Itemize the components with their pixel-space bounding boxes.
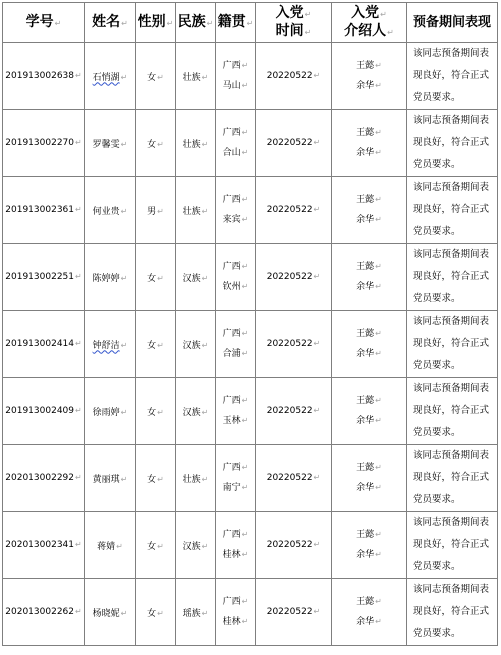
paragraph-mark: ↵ (120, 340, 128, 350)
student-id-cell (3, 311, 85, 378)
paragraph-mark: ↵ (375, 483, 382, 492)
header-name (85, 3, 136, 43)
student-name: 罗馨雯 (92, 139, 120, 150)
gender-cell (136, 579, 176, 646)
paragraph-mark: ↵ (313, 71, 321, 80)
introducer-cell (332, 43, 407, 110)
paragraph-mark: ↵ (157, 273, 164, 283)
paragraph-mark: ↵ (75, 406, 82, 415)
student-id: 201913002414 (5, 339, 74, 349)
student-id-cell (3, 110, 85, 177)
introducer-line1: 王懿 (356, 530, 375, 540)
paragraph-mark: ↵ (75, 540, 82, 549)
paragraph-mark: ↵ (75, 607, 82, 616)
student-name: 杨晓妮 (92, 608, 120, 619)
paragraph-mark: ↵ (313, 272, 321, 281)
paragraph-mark: ↵ (201, 340, 209, 350)
name-cell (85, 378, 136, 445)
header-gender-label: 性别 (137, 13, 166, 30)
join-time-cell (256, 43, 332, 110)
header-introducer (332, 3, 407, 43)
performance-line2: 现良好，符合正式 (413, 271, 490, 282)
header-id-label: 学号 (25, 13, 54, 30)
name-cell (85, 244, 136, 311)
introducer-line1: 王懿 (356, 463, 375, 473)
ethnicity: 壮族 (182, 72, 201, 83)
paragraph-mark: ↵ (241, 329, 249, 338)
origin-cell (216, 177, 256, 244)
table-row (3, 177, 498, 244)
introducer-line1: 王懿 (356, 262, 375, 272)
performance-cell (407, 177, 498, 244)
join-time-cell (256, 512, 332, 579)
performance-cell (407, 43, 498, 110)
join-time-cell (256, 579, 332, 646)
student-id: 201913002638 (5, 71, 74, 81)
gender-cell (136, 110, 176, 177)
performance-line3: 党员要求。 (413, 427, 461, 438)
introducer-cell (332, 244, 407, 311)
paragraph-mark: ↵ (241, 416, 249, 425)
paragraph-mark: ↵ (241, 148, 249, 157)
paragraph-mark: ↵ (157, 72, 164, 82)
performance-line1: 该同志预备期间表 (413, 584, 490, 595)
paragraph-mark: ↵ (375, 530, 382, 539)
header-origin-label: 籍贯 (217, 13, 246, 30)
performance-line1: 该同志预备期间表 (413, 48, 490, 59)
gender-cell (136, 378, 176, 445)
introducer-line1: 王懿 (356, 329, 375, 339)
paragraph-mark: ↵ (375, 396, 382, 405)
student-id-cell (3, 177, 85, 244)
performance-line3: 党员要求。 (413, 494, 461, 505)
student-id-cell (3, 43, 85, 110)
introducer-line2: 余华 (356, 617, 375, 627)
student-id-cell (3, 445, 85, 512)
table-row (3, 378, 498, 445)
performance-line2: 现良好，符合正式 (413, 70, 490, 81)
introducer-line2: 余华 (356, 81, 375, 91)
gender-cell (136, 244, 176, 311)
join-time: 20220522 (266, 473, 313, 483)
ethnicity: 壮族 (182, 206, 201, 217)
paragraph-mark: ↵ (313, 339, 321, 348)
paragraph-mark: ↵ (241, 463, 249, 472)
student-name: 黄丽琪 (92, 474, 120, 485)
paragraph-mark: ↵ (120, 474, 128, 484)
join-time-cell (256, 311, 332, 378)
performance-line1: 该同志预备期间表 (413, 517, 490, 528)
performance-cell (407, 244, 498, 311)
performance-line3: 党员要求。 (413, 159, 461, 170)
name-cell (85, 579, 136, 646)
join-time-cell (256, 378, 332, 445)
name-cell (85, 177, 136, 244)
paragraph-mark: ↵ (241, 530, 249, 539)
introducer-line2: 余华 (356, 215, 375, 225)
table-row (3, 311, 498, 378)
paragraph-mark: ↵ (375, 329, 382, 338)
performance-line2: 现良好，符合正式 (413, 405, 490, 416)
paragraph-mark: ↵ (241, 550, 249, 559)
ethnicity-cell (176, 311, 216, 378)
paragraph-mark: ↵ (241, 215, 249, 224)
performance-line2: 现良好，符合正式 (413, 338, 490, 349)
origin-line2: 玉林 (222, 416, 241, 426)
introducer-line2: 余华 (356, 282, 375, 292)
origin-cell (216, 579, 256, 646)
introducer-line1: 王懿 (356, 61, 375, 71)
introducer-cell (332, 512, 407, 579)
performance-line2: 现良好，符合正式 (413, 137, 490, 148)
paragraph-mark: ↵ (375, 81, 382, 90)
paragraph-mark: ↵ (313, 406, 321, 415)
paragraph-mark: ↵ (313, 473, 321, 482)
student-name: 何业贵 (92, 206, 120, 217)
party-members-table (2, 2, 498, 646)
gender-cell (136, 445, 176, 512)
introducer-line1: 王懿 (356, 128, 375, 138)
paragraph-mark: ↵ (116, 541, 123, 551)
student-name: 蒋婧 (97, 541, 116, 552)
performance-cell (407, 378, 498, 445)
paragraph-mark: ↵ (120, 139, 128, 149)
ethnicity: 汉族 (182, 340, 201, 351)
student-id-cell (3, 244, 85, 311)
paragraph-mark: ↵ (241, 483, 249, 492)
gender: 女 (147, 72, 157, 83)
introducer-line1: 王懿 (356, 597, 375, 607)
performance-line2: 现良好，符合正式 (413, 472, 490, 483)
paragraph-mark: ↵ (241, 128, 249, 137)
origin-line1: 广西 (222, 329, 241, 339)
performance-line2: 现良好，符合正式 (413, 539, 490, 550)
paragraph-mark: ↵ (304, 9, 312, 19)
paragraph-mark: ↵ (54, 18, 62, 28)
gender: 女 (147, 340, 157, 351)
ethnicity-cell (176, 177, 216, 244)
join-time: 20220522 (266, 272, 313, 282)
paragraph-mark: ↵ (241, 81, 249, 90)
paragraph-mark: ↵ (375, 463, 382, 472)
paragraph-mark: ↵ (375, 262, 382, 271)
student-name: 陈婷婷 (92, 273, 120, 284)
origin-line2: 钦州 (222, 282, 241, 292)
paragraph-mark: ↵ (120, 608, 128, 618)
paragraph-mark: ↵ (375, 148, 382, 157)
header-join-time (256, 3, 332, 43)
paragraph-mark: ↵ (375, 128, 382, 137)
paragraph-mark: ↵ (201, 206, 209, 216)
join-time: 20220522 (266, 138, 313, 148)
paragraph-mark: ↵ (375, 195, 382, 204)
performance-line1: 该同志预备期间表 (413, 182, 490, 193)
paragraph-mark: ↵ (201, 407, 209, 417)
paragraph-mark: ↵ (157, 139, 164, 149)
introducer-line2: 余华 (356, 416, 375, 426)
gender: 女 (147, 541, 157, 552)
performance-line3: 党员要求。 (413, 293, 461, 304)
header-introducer-line1: 入党 (351, 4, 380, 21)
gender-cell (136, 177, 176, 244)
paragraph-mark: ↵ (375, 61, 382, 70)
paragraph-mark: ↵ (375, 215, 382, 224)
join-time: 20220522 (266, 339, 313, 349)
origin-cell (216, 43, 256, 110)
paragraph-mark: ↵ (313, 138, 321, 147)
origin-line2: 合浦 (222, 349, 241, 359)
student-id: 201913002409 (5, 406, 74, 416)
paragraph-mark: ↵ (304, 27, 312, 37)
name-cell (85, 445, 136, 512)
origin-line1: 广西 (222, 61, 241, 71)
introducer-cell (332, 110, 407, 177)
introducer-line1: 王懿 (356, 195, 375, 205)
ethnicity-cell (176, 445, 216, 512)
paragraph-mark: ↵ (201, 541, 209, 551)
join-time: 20220522 (266, 607, 313, 617)
performance-cell (407, 311, 498, 378)
paragraph-mark: ↵ (206, 18, 214, 28)
table-row (3, 579, 498, 646)
join-time-cell (256, 110, 332, 177)
student-id: 202013002292 (5, 473, 74, 483)
performance-line3: 党员要求。 (413, 561, 461, 572)
paragraph-mark: ↵ (201, 72, 209, 82)
paragraph-mark: ↵ (375, 416, 382, 425)
origin-line2: 马山 (222, 81, 241, 91)
origin-line2: 桂林 (222, 617, 241, 627)
name-cell (85, 311, 136, 378)
table-row (3, 244, 498, 311)
paragraph-mark: ↵ (375, 282, 382, 291)
gender-cell (136, 311, 176, 378)
paragraph-mark: ↵ (241, 195, 249, 204)
name-cell (85, 110, 136, 177)
paragraph-mark: ↵ (241, 396, 249, 405)
header-id (3, 3, 85, 43)
paragraph-mark: ↵ (120, 273, 128, 283)
paragraph-mark: ↵ (201, 608, 209, 618)
ethnicity-cell (176, 244, 216, 311)
ethnicity-cell (176, 579, 216, 646)
origin-cell (216, 445, 256, 512)
introducer-line2: 余华 (356, 148, 375, 158)
origin-line2: 桂林 (222, 550, 241, 560)
header-join-time-line2: 时间 (275, 22, 304, 39)
performance-line1: 该同志预备期间表 (413, 115, 490, 126)
header-ethnicity (176, 3, 216, 43)
ethnicity: 汉族 (182, 273, 201, 284)
gender: 女 (147, 139, 157, 150)
performance-line1: 该同志预备期间表 (413, 383, 490, 394)
origin-cell (216, 512, 256, 579)
origin-line1: 广西 (222, 195, 241, 205)
header-row (3, 3, 498, 43)
paragraph-mark: ↵ (157, 206, 164, 216)
ethnicity-cell (176, 43, 216, 110)
table-row (3, 110, 498, 177)
student-id: 201913002270 (5, 138, 74, 148)
paragraph-mark: ↵ (241, 262, 249, 271)
origin-line1: 广西 (222, 262, 241, 272)
paragraph-mark: ↵ (75, 473, 82, 482)
origin-line1: 广西 (222, 128, 241, 138)
header-gender (136, 3, 176, 43)
header-ethnicity-label: 民族 (177, 13, 206, 30)
name-cell (85, 512, 136, 579)
table-row (3, 445, 498, 512)
gender: 女 (147, 474, 157, 485)
gender-cell (136, 43, 176, 110)
performance-line3: 党员要求。 (413, 226, 461, 237)
performance-line3: 党员要求。 (413, 360, 461, 371)
performance-line3: 党员要求。 (413, 92, 461, 103)
table-row (3, 512, 498, 579)
ethnicity: 汉族 (182, 407, 201, 418)
paragraph-mark: ↵ (387, 27, 394, 37)
performance-line1: 该同志预备期间表 (413, 316, 490, 327)
paragraph-mark: ↵ (166, 18, 174, 28)
paragraph-mark: ↵ (157, 407, 164, 417)
paragraph-mark: ↵ (201, 139, 209, 149)
student-id-cell (3, 579, 85, 646)
join-time: 20220522 (266, 540, 313, 550)
paragraph-mark: ↵ (121, 18, 128, 28)
origin-cell (216, 244, 256, 311)
join-time-cell (256, 177, 332, 244)
origin-line2: 来宾 (222, 215, 241, 225)
origin-cell (216, 378, 256, 445)
paragraph-mark: ↵ (120, 72, 128, 82)
header-name-label: 姓名 (92, 13, 121, 30)
student-name: 钟舒洁 (92, 340, 120, 351)
paragraph-mark: ↵ (380, 9, 387, 19)
introducer-line2: 余华 (356, 483, 375, 493)
introducer-cell (332, 378, 407, 445)
performance-line2: 现良好，符合正式 (413, 204, 490, 215)
performance-cell (407, 110, 498, 177)
paragraph-mark: ↵ (241, 597, 249, 606)
join-time: 20220522 (266, 406, 313, 416)
paragraph-mark: ↵ (201, 273, 209, 283)
ethnicity-cell (176, 512, 216, 579)
introducer-cell (332, 177, 407, 244)
paragraph-mark: ↵ (75, 205, 82, 214)
paragraph-mark: ↵ (120, 206, 128, 216)
paragraph-mark: ↵ (157, 608, 164, 618)
header-performance-label: 预备期间表现 (412, 15, 491, 30)
performance-line1: 该同志预备期间表 (413, 249, 490, 260)
header-origin (216, 3, 256, 43)
join-time: 20220522 (266, 205, 313, 215)
student-id: 202013002262 (5, 607, 74, 617)
origin-cell (216, 311, 256, 378)
gender: 女 (147, 273, 157, 284)
student-id: 202013002341 (5, 540, 74, 550)
gender-cell (136, 512, 176, 579)
paragraph-mark: ↵ (75, 272, 82, 281)
introducer-cell (332, 311, 407, 378)
origin-line1: 广西 (222, 396, 241, 406)
paragraph-mark: ↵ (157, 340, 164, 350)
origin-line2: 合山 (222, 148, 241, 158)
ethnicity: 壮族 (182, 139, 201, 150)
paragraph-mark: ↵ (375, 550, 382, 559)
paragraph-mark: ↵ (375, 617, 382, 626)
paragraph-mark: ↵ (313, 607, 321, 616)
paragraph-mark: ↵ (75, 339, 82, 348)
student-name: 徐雨婷 (92, 407, 120, 418)
paragraph-mark: ↵ (375, 349, 382, 358)
student-name: 石悄湖 (92, 72, 120, 83)
paragraph-mark: ↵ (375, 597, 382, 606)
student-id-cell (3, 512, 85, 579)
introducer-line1: 王懿 (356, 396, 375, 406)
student-id: 201913002251 (5, 272, 74, 282)
paragraph-mark: ↵ (75, 138, 82, 147)
origin-line1: 广西 (222, 530, 241, 540)
paragraph-mark: ↵ (313, 540, 321, 549)
ethnicity: 瑶族 (182, 608, 201, 619)
join-time-cell (256, 445, 332, 512)
name-cell (85, 43, 136, 110)
introducer-line2: 余华 (356, 550, 375, 560)
header-performance (407, 3, 498, 43)
paragraph-mark: ↵ (241, 282, 249, 291)
ethnicity: 汉族 (182, 541, 201, 552)
performance-line3: 党员要求。 (413, 628, 461, 639)
origin-line2: 南宁 (222, 483, 241, 493)
table-row (3, 43, 498, 110)
ethnicity-cell (176, 110, 216, 177)
paragraph-mark: ↵ (241, 617, 249, 626)
paragraph-mark: ↵ (241, 349, 249, 358)
ethnicity-cell (176, 378, 216, 445)
introducer-cell (332, 579, 407, 646)
header-introducer-line2: 介绍人 (344, 22, 387, 39)
ethnicity: 壮族 (182, 474, 201, 485)
paragraph-mark: ↵ (246, 18, 254, 28)
paragraph-mark: ↵ (120, 407, 128, 417)
student-id-cell (3, 378, 85, 445)
join-time: 20220522 (266, 71, 313, 81)
paragraph-mark: ↵ (157, 541, 164, 551)
paragraph-mark: ↵ (241, 61, 249, 70)
origin-cell (216, 110, 256, 177)
performance-cell (407, 512, 498, 579)
gender: 女 (147, 407, 157, 418)
paragraph-mark: ↵ (201, 474, 209, 484)
performance-cell (407, 445, 498, 512)
introducer-line2: 余华 (356, 349, 375, 359)
join-time-cell (256, 244, 332, 311)
header-join-time-line1: 入党 (275, 4, 304, 21)
performance-cell (407, 579, 498, 646)
performance-line1: 该同志预备期间表 (413, 450, 490, 461)
gender: 男 (147, 206, 157, 217)
origin-line1: 广西 (222, 463, 241, 473)
paragraph-mark: ↵ (157, 474, 164, 484)
paragraph-mark: ↵ (313, 205, 321, 214)
performance-line2: 现良好，符合正式 (413, 606, 490, 617)
paragraph-mark: ↵ (75, 71, 82, 80)
student-id: 201913002361 (5, 205, 74, 215)
gender: 女 (147, 608, 157, 619)
origin-line1: 广西 (222, 597, 241, 607)
introducer-cell (332, 445, 407, 512)
